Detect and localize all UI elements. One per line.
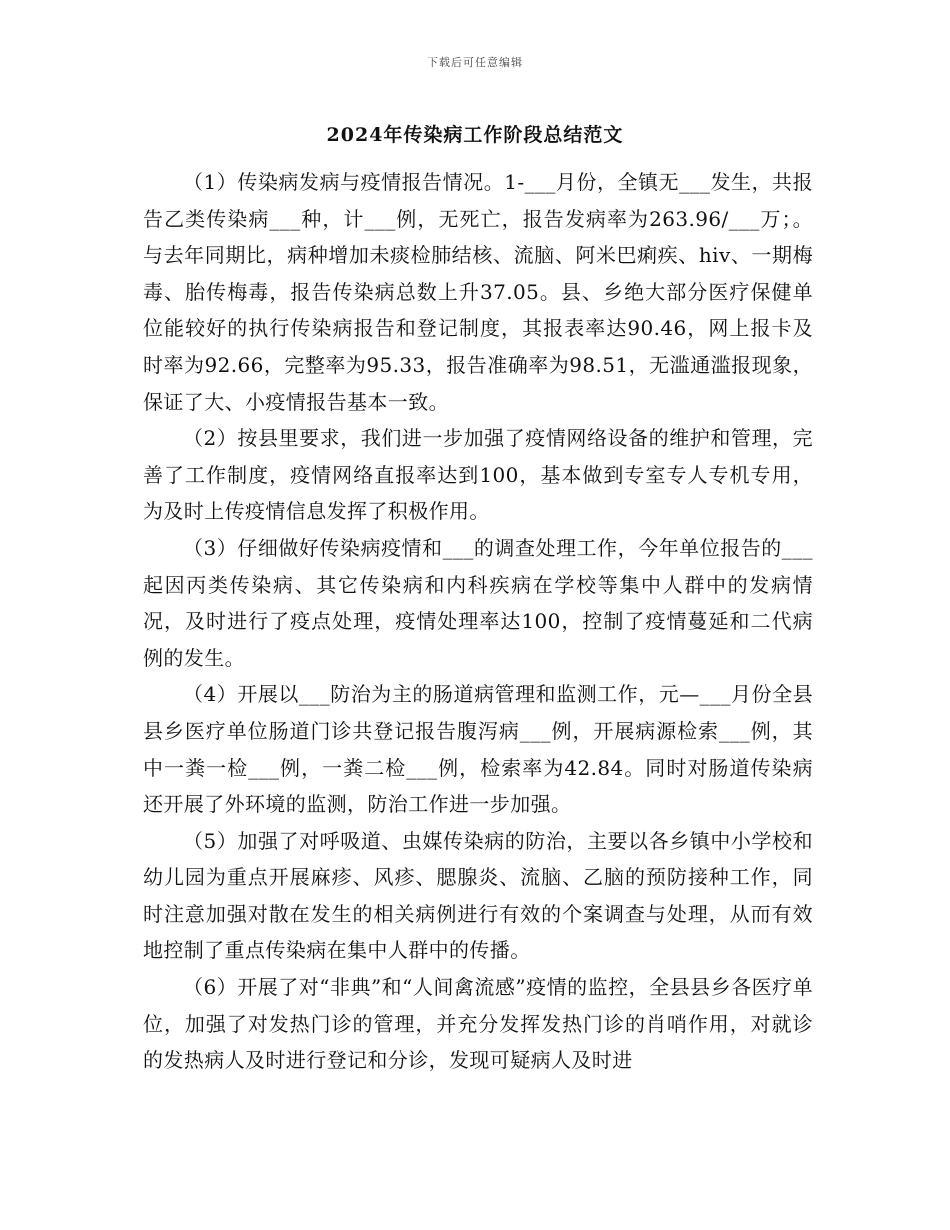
header-note: 下载后可任意编辑 xyxy=(427,56,523,69)
paragraph-2: （2）按县里要求，我们进一步加强了疫情网络设备的维护和管理，完善了工作制度，疫情网络直报率达到100，基本做到专室专人专机专用，为及时上传疫情信息发挥了积极作用。 xyxy=(143,426,813,524)
document-title: 2024年传染病工作阶段总结范文 xyxy=(326,124,624,146)
paragraph-1: （1）传染病发病与疫情报告情况。1-___月份，全镇无___发生，共报告乙类传染病___种，计___例，无死亡，报告发病率为263.96/___万；。与去年同期比，病种增加未痰检肺结核、流脑、阿米巴痢疾、hiv、一期梅毒、胎传梅毒，报告传染病总数上升37.05。县、乡绝大部分医疗保健单位能较好的执行传染病报告和登记制度，其报表率达90.46，网上报卡及时率为92.66，完整率为95.33，报告准确率为98.51，无滥通滥报现象，保证了大、小疫情报告基本一致。 xyxy=(143,170,813,414)
paragraph-6: （6）开展了对“非典”和“人间禽流感”疫情的监控，全县县乡各医疗单位，加强了对发热门诊的管理，并充分发挥发热门诊的肖哨作用，对就诊的发热病人及时进行登记和分诊，发现可疑病人及时进 xyxy=(143,975,813,1073)
paragraph-3: （3）仔细做好传染病疫情和___的调查处理工作，今年单位报告的___起因丙类传染病、其它传染病和内科疾病在学校等集中人群中的发病情况，及时进行了疫点处理，疫情处理率达100，控制了疫情蔓延和二代病例的发生。 xyxy=(143,535,813,670)
paragraph-5: （5）加强了对呼吸道、虫媒传染病的防治，主要以各乡镇中小学校和幼儿园为重点开展麻疹、风疹、腮腺炎、流脑、乙脑的预防接种工作，同时注意加强对散在发生的相关病例进行有效的个案调查与处理，从而有效地控制了重点传染病在集中人群中的传播。 xyxy=(143,828,813,963)
paragraph-4: （4）开展以___防治为主的肠道病管理和监测工作，元—___月份全县县乡医疗单位肠道门诊共登记报告腹泻病___例，开展病源检索___例，其中一粪一检___例，一粪二检___例，检索率为42.84。同时对肠道传染病还开展了外环境的监测，防治工作进一步加强。 xyxy=(143,682,813,817)
document-body xyxy=(143,164,813,1079)
